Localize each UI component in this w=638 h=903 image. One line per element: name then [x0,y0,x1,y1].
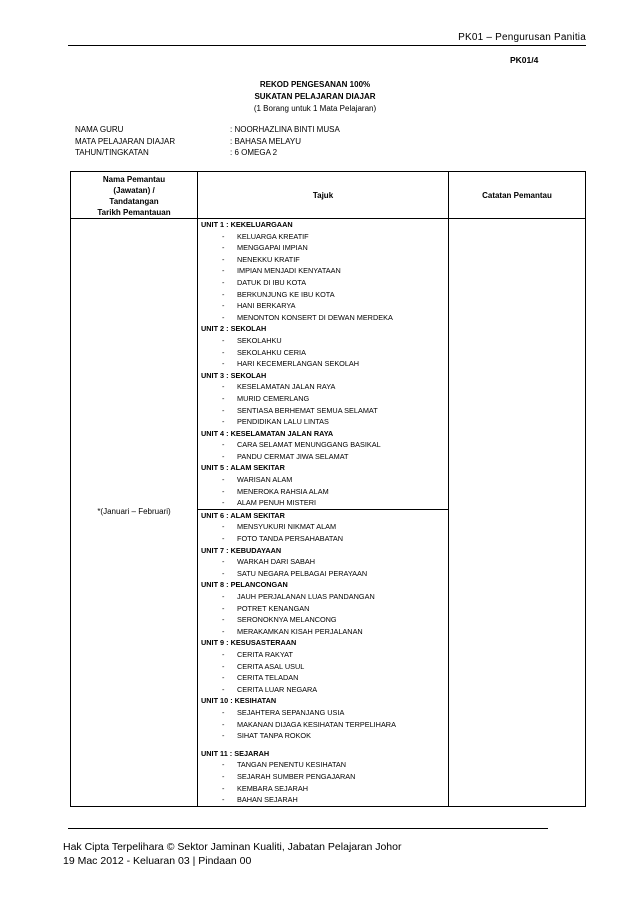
unit-title: UNIT 8 : PELANCONGAN [201,580,288,590]
topic-item [198,783,448,795]
topic-item [198,312,448,324]
info-value: : NOORHAZLINA BINTI MUSA [230,125,340,134]
bullet-dash: - [222,673,225,683]
topic-label: PENDIDIKAN LALU LINTAS [237,417,329,427]
info-label: NAMA GURU [75,125,124,134]
topic-label: SEKOLAHKU CERIA [237,347,306,357]
topic-label: SEJARAH SUMBER PENGAJARAN [237,771,356,781]
bullet-dash: - [222,615,225,625]
topic-label: CARA SELAMAT MENUNGGANG BASIKAL [237,440,381,450]
topic-item [198,289,448,301]
topic-item [198,300,448,312]
unit-title: UNIT 3 : SEKOLAH [201,370,267,380]
topic-item [198,759,448,771]
bullet-dash: - [222,557,225,567]
info-label: TAHUN/TINGKATAN [75,148,149,157]
bullet-dash: - [222,393,225,403]
topic-item [198,730,448,742]
bullet-dash: - [222,592,225,601]
page-footer [63,840,401,868]
topic-item [198,254,448,266]
info-value: : 6 OMEGA 2 [230,148,278,157]
bullet-dash: - [222,405,225,415]
topic-label: CERITA TELADAN [237,673,299,683]
topic-label: SEKOLAHKU [237,335,282,345]
bullet-dash: - [222,335,225,345]
topic-label: MENSYUKURI NIKMAT ALAM [237,522,337,532]
topic-label: MURID CEMERLANG [237,393,310,403]
footer-copyright: Hak Cipta Terpelihara © Sektor Jaminan Kualiti, Jabatan Pelajaran Johor [63,841,402,853]
unit-title: UNIT 9 : KESUSASTERAAN [201,638,297,648]
header-rule [68,45,586,46]
topic-label: BERKUNJUNG KE IBU KOTA [237,289,335,299]
form-number: PK01/4 [510,55,539,65]
bullet-dash: - [222,649,225,659]
footer-issue: 19 Mac 2012 - Keluaran 03 | Pindaan 00 [63,855,252,867]
topics-cell [198,219,449,807]
bullet-dash: - [222,626,225,636]
bullet-dash: - [222,568,225,578]
topic-item [198,347,448,359]
topic-item [198,568,448,580]
syllabus-table [70,171,586,807]
unit-title: UNIT 11 : SEJARAH [201,748,270,758]
bullet-dash: - [222,707,225,717]
bullet-dash: - [222,603,225,613]
topic-item [198,393,448,405]
topic-label: IMPIAN MENJADI KENYATAAN [237,266,341,276]
bullet-dash: - [222,475,225,485]
topic-item [198,794,448,806]
topic-label: CERITA RAKYAT [237,649,293,659]
bullet-dash: - [222,451,225,461]
header-topic: Tajuk [198,172,449,219]
bullet-dash: - [222,382,225,392]
info-label: MATA PELAJARAN DIAJAR [75,136,176,146]
bullet-dash: - [222,312,225,322]
bullet-dash: - [222,266,225,276]
topic-item [198,439,448,451]
bullet-dash: - [222,731,225,741]
topic-item [198,381,448,393]
notes-cell [449,219,586,807]
bullet-dash: - [222,243,225,253]
unit-title: UNIT 2 : SEKOLAH [201,324,267,334]
topic-label: HANI BERKARYA [237,301,296,311]
topic-label: DATUK DI IBU KOTA [237,277,307,287]
topic-item [198,661,448,673]
table-header-row [71,172,586,219]
topic-label: ALAM PENUH MISTERI [237,498,317,508]
topic-item [198,231,448,243]
topic-item [198,591,448,603]
topic-label: SENTIASA BERHEMAT SEMUA SELAMAT [237,405,378,415]
bullet-dash: - [222,795,225,805]
bullet-dash: - [222,417,225,427]
header-monitor-line: Tarikh Pemantauan [97,208,171,217]
topic-label: MERAKAMKAN KISAH PERJALANAN [237,626,363,636]
topic-label: CERITA LUAR NEGARA [237,684,318,694]
topic-label: NENEKKU KRATIF [237,254,300,264]
topic-label: POTRET KENANGAN [237,603,310,613]
topic-item [198,405,448,417]
monitor-cell [71,219,198,807]
topic-label: CERITA ASAL USUL [237,661,305,671]
topic-item [198,242,448,254]
topic-item [198,556,448,568]
bullet-dash: - [222,771,225,781]
topic-label: FOTO TANDA PERSAHABATAN [237,534,343,544]
topic-label: SEJAHTERA SEPANJANG USIA [237,707,345,717]
bullet-dash: - [222,254,225,264]
topic-label: MENONTON KONSERT DI DEWAN MERDEKA [237,312,393,322]
topic-label: TANGAN PENENTU KESIHATAN [237,760,347,770]
table-body-row [71,219,586,807]
title-line-2: SUKATAN PELAJARAN DIAJAR [254,92,376,101]
topic-item [198,486,448,498]
topic-item [198,277,448,289]
topic-label: MENEROKA RAHSIA ALAM [237,486,329,496]
header-monitor-line: Nama Pemantau [102,175,166,184]
bullet-dash: - [222,301,225,311]
unit-title: UNIT 6 : ALAM SEKITAR [198,509,448,522]
bullet-dash: - [222,498,225,508]
topic-item [198,474,448,486]
topic-item [198,451,448,463]
topic-item [198,358,448,370]
page-header: PK01 – Pengurusan Panitia [458,32,586,43]
unit-title: UNIT 4 : KESELAMATAN JALAN RAYA [201,428,334,438]
header-monitor-line: (Jawatan) / [113,186,155,195]
topic-item [198,521,448,533]
topic-label: KEMBARA SEJARAH [237,783,308,793]
topic-item [198,335,448,347]
header-monitor-line: Tandatangan [109,197,159,206]
footer-rule [68,828,548,829]
topic-label: KESELAMATAN JALAN RAYA [237,382,336,392]
topic-item [198,684,448,696]
topic-label: MAKANAN DIJAGA KESIHATAN TERPELIHARA [237,719,396,729]
bullet-dash: - [222,277,225,287]
unit-title: UNIT 1 : KEKELUARGAAN [201,220,293,229]
topic-item [198,603,448,615]
topic-label: WARKAH DARI SABAH [237,557,315,567]
topic-item [198,265,448,277]
topic-item [198,416,448,428]
period-label: *(Januari – Februari) [97,507,171,516]
info-value: : BAHASA MELAYU [230,136,301,146]
bullet-dash: - [222,347,225,357]
header-monitor [71,172,198,219]
title-line-1: REKOD PENGESANAN 100% [259,80,371,89]
topic-item [198,626,448,638]
topic-item [198,649,448,661]
bullet-dash: - [222,289,225,299]
topic-item [198,497,448,509]
topic-label: WARISAN ALAM [237,475,293,485]
topic-item [198,707,448,719]
bullet-dash: - [222,534,225,544]
bullet-dash: - [222,231,225,241]
unit-title: UNIT 5 : ALAM SEKITAR [201,463,285,473]
header-notes: Catatan Pemantau [449,172,586,219]
unit-title: UNIT 10 : KESIHATAN [201,696,277,706]
topic-label: KELUARGA KREATIF [237,231,309,241]
bullet-dash: - [222,719,225,729]
bullet-dash: - [222,522,225,532]
bullet-dash: - [222,760,225,770]
topic-item [198,614,448,626]
bullet-dash: - [222,359,225,369]
document-title-block [160,79,470,115]
topic-label: SATU NEGARA PELBAGAI PERAYAAN [237,568,368,578]
topic-item [198,719,448,731]
topic-label: SIHAT TANPA ROKOK [237,731,311,741]
topic-item [198,771,448,783]
topic-label: MENGGAPAI IMPIAN [237,243,308,253]
topic-label: SERONOKNYA MELANCONG [237,615,337,625]
bullet-dash: - [222,440,225,450]
bullet-dash: - [222,661,225,671]
topic-label: PANDU CERMAT JIWA SELAMAT [237,451,349,461]
topic-item [198,672,448,684]
bullet-dash: - [222,684,225,694]
bullet-dash: - [222,783,225,793]
bullet-dash: - [222,486,225,496]
topic-label: BAHAN SEJARAH [237,795,298,805]
topic-label: JAUH PERJALANAN LUAS PANDANGAN [237,592,375,601]
topic-label: HARI KECEMERLANGAN SEKOLAH [237,359,360,369]
topic-item [198,533,448,545]
title-line-3: (1 Borang untuk 1 Mata Pelajaran) [253,104,377,113]
unit-title: UNIT 7 : KEBUDAYAAN [201,545,282,555]
